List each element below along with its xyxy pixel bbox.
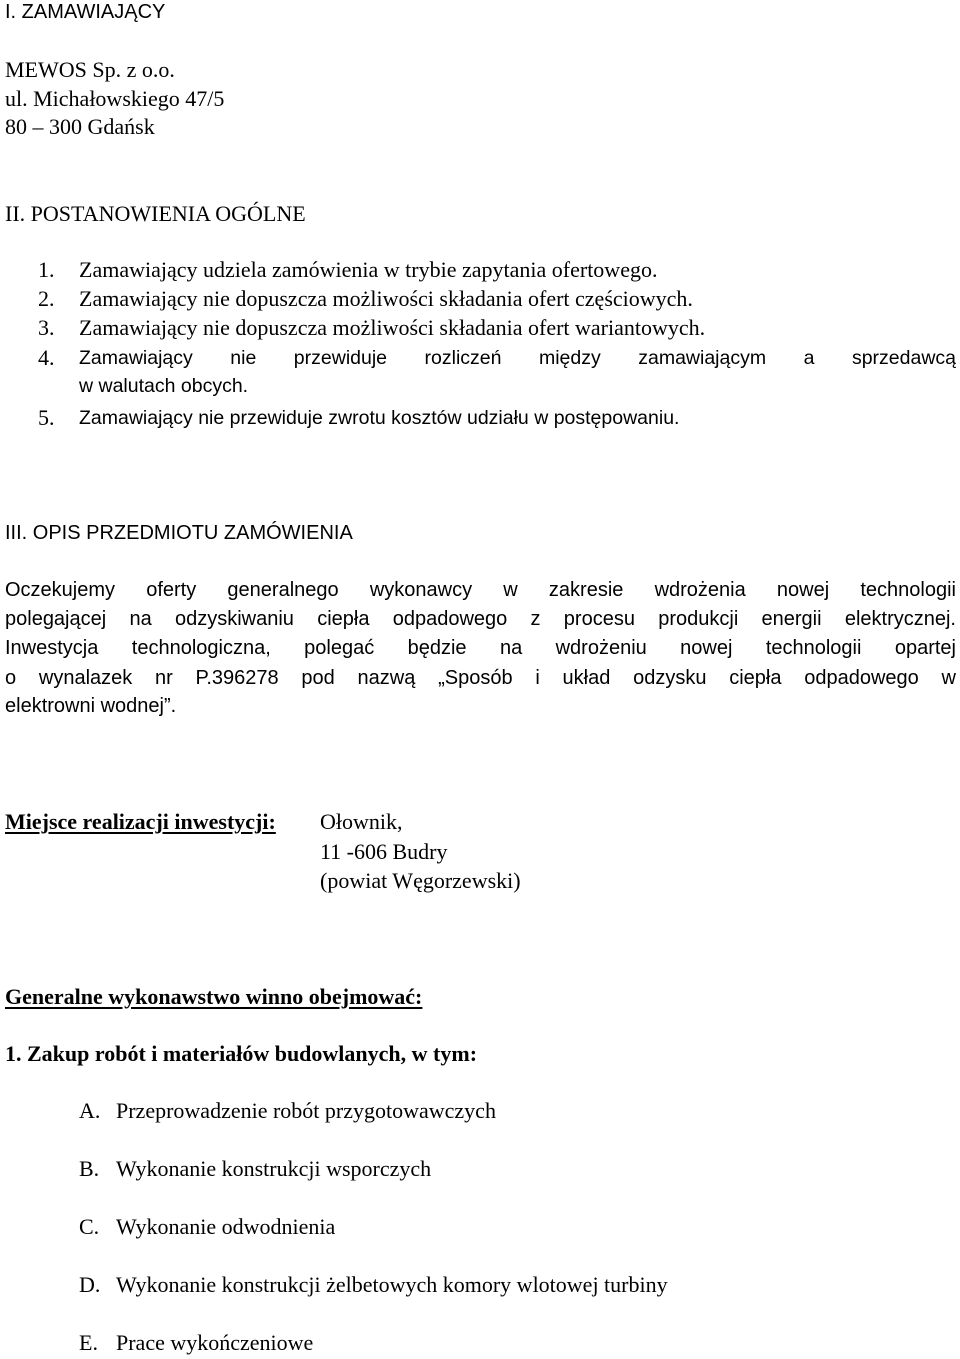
section-1-heading: I. ZAMAWIAJĄCY xyxy=(5,1,166,23)
location-line-2: 11 -606 Budry xyxy=(320,839,448,864)
address-line-3: 80 – 300 Gdańsk xyxy=(5,114,155,139)
subitem-letter: A. xyxy=(79,1098,101,1123)
paragraph-line: Oczekujemy oferty generalnego wykonawcy w zakresie wdrożenia nowej technologii xyxy=(5,579,956,601)
list-item-text: Zamawiający nie dopuszcza możliwości składania ofert częściowych. xyxy=(79,286,693,311)
section-3-heading: III. OPIS PRZEDMIOTU ZAMÓWIENIA xyxy=(5,522,353,544)
address-line-2: ul. Michałowskiego 47/5 xyxy=(5,86,225,111)
list-item-number: 3. xyxy=(38,315,55,340)
section-2-heading: II. POSTANOWIENIA OGÓLNE xyxy=(5,201,306,226)
subitem-text: Prace wykończeniowe xyxy=(116,1330,314,1355)
location-line-1: Ołownik, xyxy=(320,809,403,834)
general-item-1: 1. Zakup robót i materiałów budowlanych, w tym: xyxy=(5,1041,478,1066)
list-item-text: Zamawiający nie przewiduje zwrotu kosztów udziału w postępowaniu. xyxy=(79,407,680,429)
subitem-letter: D. xyxy=(79,1272,101,1297)
subitem-text: Wykonanie konstrukcji żelbetowych komory wlotowej turbiny xyxy=(116,1272,668,1297)
paragraph-line: Inwestycja technologiczna, polegać będzie na wdrożeniu nowej technologii opartej xyxy=(5,637,956,659)
general-heading: Generalne wykonawstwo winno obejmować: xyxy=(5,984,423,1009)
address-line-1: MEWOS Sp. z o.o. xyxy=(5,57,175,82)
subitem-letter: C. xyxy=(79,1214,100,1239)
list-item-number: 5. xyxy=(38,405,55,430)
subitem-text: Przeprowadzenie robót przygotowawczych xyxy=(116,1098,496,1123)
list-item-number: 2. xyxy=(38,286,55,311)
list-item-number: 4. xyxy=(38,345,55,370)
paragraph-line: elektrowni wodnej”. xyxy=(5,695,177,717)
subitem-letter: E. xyxy=(79,1330,98,1355)
list-item-number: 1. xyxy=(38,257,55,282)
subitem-text: Wykonanie konstrukcji wsporczych xyxy=(116,1156,432,1181)
subitem-letter: B. xyxy=(79,1156,100,1181)
list-item-text: Zamawiający nie przewiduje rozliczeń między zamawiającym a sprzedawcą xyxy=(79,347,956,369)
location-line-3: (powiat Węgorzewski) xyxy=(320,868,521,893)
list-item-text: Zamawiający nie dopuszcza możliwości składania ofert wariantowych. xyxy=(79,315,706,340)
list-item-text: Zamawiający udziela zamówienia w trybie zapytania ofertowego. xyxy=(79,257,658,282)
subitem-text: Wykonanie odwodnienia xyxy=(116,1214,336,1239)
list-item-text-continued: w walutach obcych. xyxy=(79,375,249,397)
location-label: Miejsce realizacji inwestycji: xyxy=(5,809,276,834)
paragraph-line: polegającej na odzyskiwaniu ciepła odpadowego z procesu produkcji energii elektrycznej. xyxy=(5,608,956,630)
paragraph-line: o wynalazek nr P.396278 pod nazwą „Sposób i układ odzysku ciepła odpadowego w xyxy=(5,667,956,689)
